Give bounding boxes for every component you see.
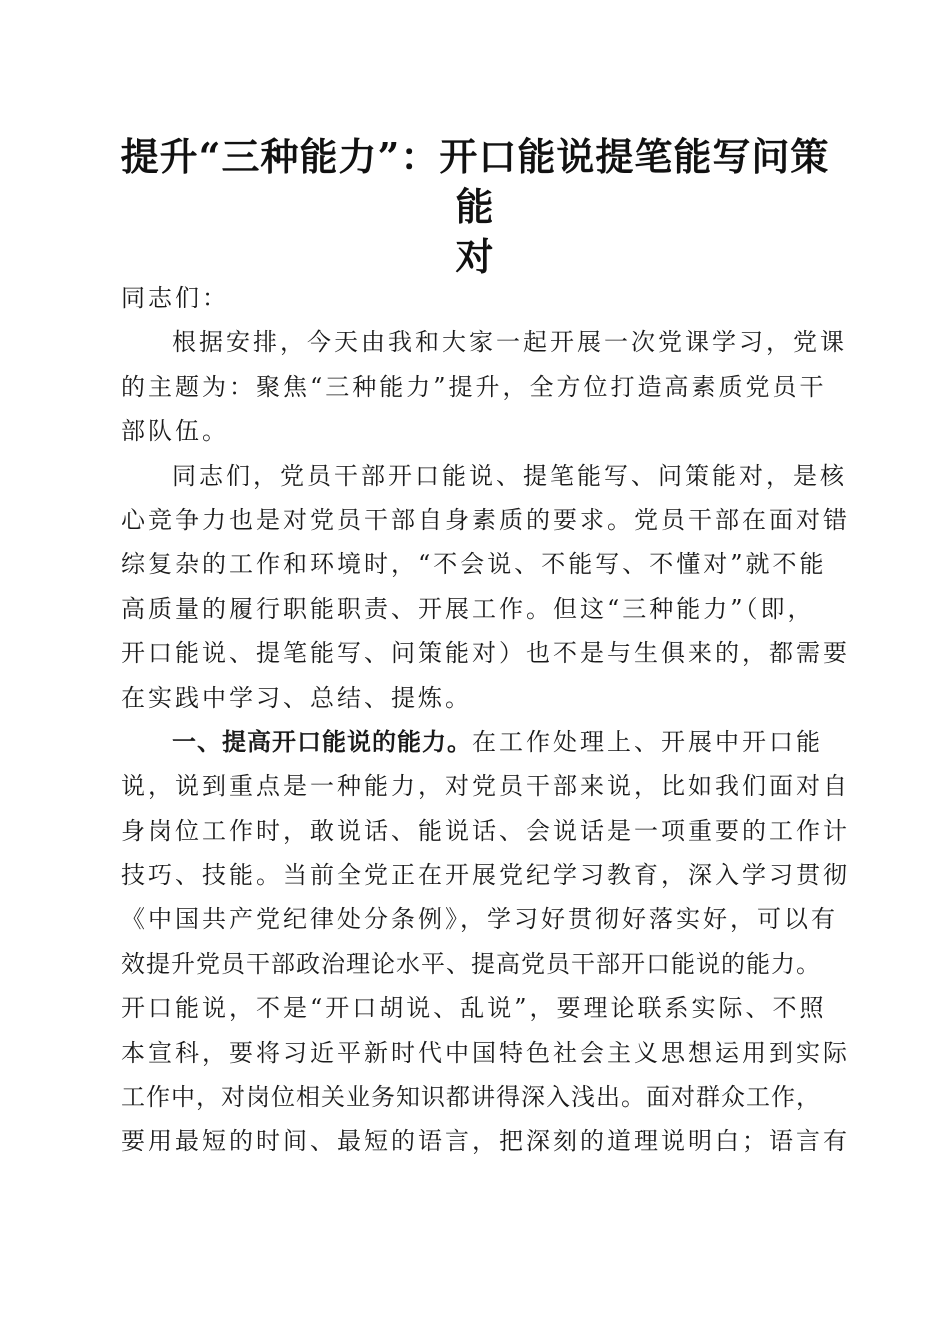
paragraph-1-line: 的主题为：聚焦“三种能力”提升，全方位打造高素质党员干: [121, 372, 827, 401]
paragraph-3-first-line: [121, 720, 829, 764]
paragraph-3-line: 技巧、技能。当前全党正在开展党纪学习教育，深入学习贯彻: [121, 861, 850, 890]
paragraph-3-line: 《中国共产党纪律处分条例》，学习好贯彻好落实好，可以有: [121, 905, 838, 934]
paragraph-3-line: 在工作处理上、开展中开口能: [472, 727, 823, 756]
document-title: [110, 132, 840, 282]
paragraph-3-line: 开口能说，不是“开口胡说、乱说”，要理论联系实际、不照: [121, 994, 827, 1023]
paragraph-2-line: 同志们，党员干部开口能说、提笔能写、问策能对，是核: [172, 461, 847, 490]
paragraph-3-line: 本宣科，要将习近平新时代中国特色社会主义思想运用到实际: [121, 1038, 850, 1067]
salutation: 同志们：: [121, 284, 229, 312]
title-line-2: 对: [455, 234, 495, 279]
document-body: [121, 276, 850, 1164]
paragraph-3-line: 要用最短的时间、最短的语言，把深刻的道理说明白；语言有: [121, 1127, 850, 1156]
paragraph-2-line: 开口能说、提笔能写、问策能对）也不是与生俱来的，都需要: [121, 639, 850, 668]
title-line-1: 提升“三种能力”：开口能说提笔能写问策能: [120, 134, 830, 229]
paragraph-3-line: 身岗位工作时，敢说话、能说话、会说话是一项重要的工作计: [121, 816, 850, 845]
paragraph-1-line: 部队伍。: [121, 417, 229, 446]
section-heading: 一、提高开口能说的能力。: [172, 726, 472, 756]
paragraph-3-line: 说，说到重点是一种能力，对党员干部来说，比如我们面对自: [121, 772, 850, 801]
paragraph-2-line: 高质量的履行职能职责、开展工作。但这“三种能力”（即，: [121, 594, 815, 623]
paragraph-2-line: 综复杂的工作和环境时，“不会说、不能写、不懂对”就不能: [121, 550, 827, 579]
paragraph-1-line: 根据安排，今天由我和大家一起开展一次党课学习，党课: [172, 328, 847, 357]
paragraph-3-line: 效提升党员干部政治理论水平、提高党员干部开口能说的能力。: [121, 949, 821, 978]
paragraph-3-line: 工作中，对岗位相关业务知识都讲得深入浅出。面对群众工作，: [121, 1083, 821, 1112]
paragraph-2-line: 在实践中学习、总结、提炼。: [121, 683, 472, 712]
paragraph-2-line: 心竞争力也是对党员干部自身素质的要求。党员干部在面对错: [121, 505, 850, 534]
